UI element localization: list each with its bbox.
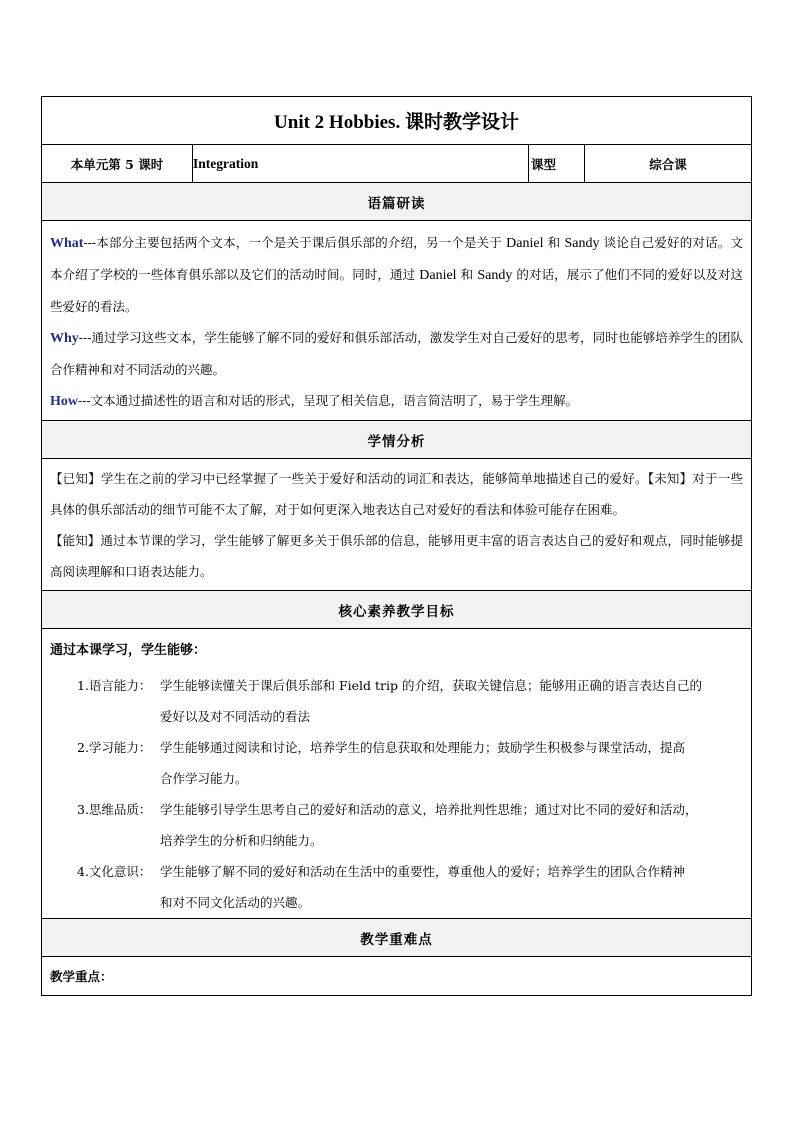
goal-line-1: 学生能够通过阅读和讨论，培养学生的信息获取和处理能力；鼓励学生积极参与课堂活动，提高 [160,740,686,755]
goal-label: 2.学习能力： [77,740,152,755]
learner-analysis-heading: 学情分析 [367,433,426,450]
type-label-cell [529,145,585,183]
unknown-tag: 【未知】 [647,471,693,486]
what-name-1: Daniel [506,236,544,251]
core-goals-intro: 通过本课学习，学生能够： [50,643,207,658]
what-name-3: Daniel [419,268,457,283]
goal-line-2: 合作学习能力。 [160,771,248,786]
what-name-2: Sandy [564,236,600,251]
lesson-topic-cell [193,145,529,183]
what-text-2: 和 [547,235,561,250]
learner-analysis-content [42,459,751,591]
what-text-1: ---本部分主要包括两个文本，一个是关于课后俱乐部的介绍，另一个是关于 [83,235,503,250]
what-text-3: 谈论自己爱好的对话。文本介绍了学校的一些体育俱乐部以及它们的活动时间。同时，通过 [50,235,743,282]
learner-analysis-header [42,421,751,459]
key-points-header [42,919,751,957]
goal-line-1: 学生能够引导学生思考自己的爱好和活动的意义，培养批判性思维；通过对比不同的爱好和活动， [160,802,698,817]
known-text: 学生在之前的学习中已经掌握了一些关于爱好和活动的词汇和表达，能够简单地描述自己的爱好。 [100,471,648,486]
why-paragraph [50,322,743,385]
why-label: Why [50,331,79,346]
goal-label: 4.文化意识： [77,864,152,879]
key-points-label: 教学重点： [50,969,113,984]
type-value-cell [585,145,751,183]
document-title-text: Unit 2 Hobbies. 课时教学设计 [274,112,519,133]
how-label: How [50,394,78,409]
lesson-label: 本单元第 5 课时 [70,157,164,172]
lesson-label-cell [42,145,193,183]
known-tag: 【已知】 [50,471,101,486]
type-label: 课型 [531,157,557,172]
lesson-plan-table [41,96,752,996]
type-value: 综合课 [649,157,687,172]
how-text: ---文本通过描述性的语言和对话的形式，呈现了相关信息，语言简洁明了，易于学生理解。 [78,393,579,408]
what-name-4: Sandy [477,268,513,283]
what-text-4: 和 [460,267,474,282]
how-paragraph [50,385,743,417]
document-title [42,97,751,145]
text-analysis-heading: 语篇研读 [367,195,426,212]
goal-line-2: 和对不同文化活动的兴趣。 [160,895,311,910]
goal-label: 3.思维品质： [77,802,152,817]
goal-line-1: 学生能够读懂关于课后俱乐部和 Field trip 的介绍，获取关键信息；能够用正确的语言表达自己的 [160,678,702,693]
core-goals-heading: 核心素养教学目标 [338,603,455,620]
goal-line-2: 培养学生的分析和归纳能力。 [160,833,323,848]
text-analysis-content [42,221,751,421]
learner-paragraph-1 [50,463,743,525]
core-goals-header [42,591,751,629]
why-text: ---通过学习这些文本，学生能够了解不同的爱好和俱乐部活动，激发学生对自己爱好的思考，同时也能够培养学生的团队合作精神和对不同活动的兴趣。 [50,330,743,377]
lesson-topic: Integration [193,156,259,171]
goal-line-2: 爱好以及对不同活动的看法 [160,709,311,724]
what-paragraph [50,227,743,322]
key-points-content [42,957,751,995]
able-text: 通过本节课的学习，学生能够了解更多关于俱乐部的信息，能够用更丰富的语言表达自己的爱好和观点，同时能够提高阅读理解和口语表达能力。 [50,533,743,579]
learner-paragraph-2 [50,525,743,587]
able-tag: 【能知】 [50,533,101,548]
lesson-info-row [42,145,751,183]
core-goals-content [42,629,751,919]
unknown-text: 对于一些具体的俱乐部活动的细节可能不太了解，对于如何更深入地表达自己对爱好的看法和体验可能存在困难。 [50,471,743,517]
text-analysis-header [42,183,751,221]
goal-line-1: 学生能够了解不同的爱好和活动在生活中的重要性，尊重他人的爱好；培养学生的团队合作精神 [160,864,686,879]
what-text-5: 的对话，展示了他们不同的爱好以及对这些爱好的看法。 [50,267,743,314]
key-points-heading: 教学重难点 [360,931,433,948]
what-label: What [50,236,84,251]
goal-label: 1.语言能力： [77,678,152,693]
